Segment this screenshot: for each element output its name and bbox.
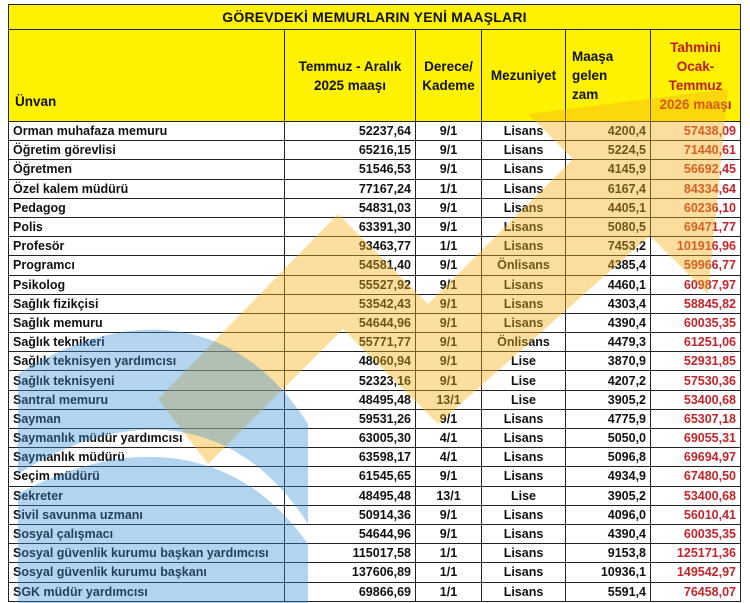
cell-unvan: Öğretmen [9, 160, 285, 179]
cell-derece: 4/1 [416, 429, 482, 448]
cell-maas: 63005,30 [285, 429, 416, 448]
cell-unvan: Sivil savunma uzmanı [9, 505, 285, 524]
table-row [9, 141, 741, 160]
cell-zam: 5096,8 [566, 448, 651, 467]
cell-tahmini: 52931,85 [651, 352, 741, 371]
cell-unvan: Sağlık fizikçisi [9, 294, 285, 313]
cell-maas: 63391,30 [285, 217, 416, 236]
cell-zam: 4200,4 [566, 122, 651, 141]
header-row [9, 30, 741, 122]
cell-tahmini: 101916,96 [651, 237, 741, 256]
cell-maas: 93463,77 [285, 237, 416, 256]
table-row [9, 333, 741, 352]
cell-derece: 9/1 [416, 160, 482, 179]
cell-zam: 4390,4 [566, 524, 651, 543]
cell-mezuniyet: Lisans [482, 179, 566, 198]
cell-tahmini: 125171,36 [651, 544, 741, 563]
cell-mezuniyet: Lisans [482, 429, 566, 448]
cell-derece: 9/1 [416, 409, 482, 428]
cell-tahmini: 53400,68 [651, 390, 741, 409]
cell-maas: 48495,48 [285, 390, 416, 409]
cell-mezuniyet: Önlisans [482, 333, 566, 352]
cell-tahmini: 84334,64 [651, 179, 741, 198]
header-unvan: Ünvan [9, 30, 285, 122]
cell-unvan: Özel kalem müdürü [9, 179, 285, 198]
cell-derece: 9/1 [416, 198, 482, 217]
cell-zam: 4479,3 [566, 333, 651, 352]
cell-maas: 54831,03 [285, 198, 416, 217]
cell-derece: 9/1 [416, 333, 482, 352]
cell-mezuniyet: Lise [482, 371, 566, 390]
cell-maas: 69866,69 [285, 582, 416, 601]
cell-zam: 5050,0 [566, 429, 651, 448]
table-row [9, 275, 741, 294]
cell-tahmini: 65307,18 [651, 409, 741, 428]
cell-derece: 9/1 [416, 313, 482, 332]
cell-maas: 50914,36 [285, 505, 416, 524]
cell-maas: 53542,43 [285, 294, 416, 313]
table-row [9, 486, 741, 505]
cell-maas: 115017,58 [285, 544, 416, 563]
cell-tahmini: 149542,97 [651, 563, 741, 582]
cell-tahmini: 60035,35 [651, 313, 741, 332]
cell-tahmini: 61251,06 [651, 333, 741, 352]
table-row [9, 198, 741, 217]
title-row [9, 5, 741, 30]
cell-tahmini: 56010,41 [651, 505, 741, 524]
cell-zam: 6167,4 [566, 179, 651, 198]
cell-zam: 5224,5 [566, 141, 651, 160]
cell-zam: 4775,9 [566, 409, 651, 428]
cell-mezuniyet: Lise [482, 486, 566, 505]
cell-unvan: Sayman [9, 409, 285, 428]
cell-unvan: Santral memuru [9, 390, 285, 409]
cell-maas: 54644,96 [285, 524, 416, 543]
cell-zam: 9153,8 [566, 544, 651, 563]
cell-derece: 13/1 [416, 390, 482, 409]
cell-tahmini: 76458,07 [651, 582, 741, 601]
cell-zam: 5591,4 [566, 582, 651, 601]
cell-mezuniyet: Önlisans [482, 256, 566, 275]
cell-unvan: Orman muhafaza memuru [9, 122, 285, 141]
cell-unvan: Saymanlık müdür yardımcısı [9, 429, 285, 448]
cell-unvan: Sosyal çalışmacı [9, 524, 285, 543]
cell-tahmini: 57438,09 [651, 122, 741, 141]
cell-derece: 9/1 [416, 256, 482, 275]
cell-maas: 63598,17 [285, 448, 416, 467]
cell-maas: 48060,94 [285, 352, 416, 371]
cell-zam: 3870,9 [566, 352, 651, 371]
cell-derece: 9/1 [416, 294, 482, 313]
table-row [9, 582, 741, 601]
cell-unvan: Psikolog [9, 275, 285, 294]
cell-mezuniyet: Lisans [482, 524, 566, 543]
table-row [9, 409, 741, 428]
cell-unvan: Sağlık teknisyen yardımcısı [9, 352, 285, 371]
cell-derece: 1/1 [416, 237, 482, 256]
table-row [9, 294, 741, 313]
header-zam: Maaşa gelen zam [566, 30, 651, 122]
salary-table [8, 4, 741, 602]
cell-zam: 5080,5 [566, 217, 651, 236]
table-row [9, 217, 741, 236]
table-row [9, 237, 741, 256]
cell-tahmini: 71440,61 [651, 141, 741, 160]
table-row [9, 563, 741, 582]
cell-derece: 1/1 [416, 544, 482, 563]
cell-unvan: Profesör [9, 237, 285, 256]
cell-zam: 4385,4 [566, 256, 651, 275]
table-row [9, 313, 741, 332]
cell-mezuniyet: Lisans [482, 448, 566, 467]
cell-zam: 4390,4 [566, 313, 651, 332]
cell-zam: 4145,9 [566, 160, 651, 179]
cell-zam: 3905,2 [566, 486, 651, 505]
cell-mezuniyet: Lise [482, 390, 566, 409]
cell-mezuniyet: Lise [482, 352, 566, 371]
cell-zam: 7453,2 [566, 237, 651, 256]
cell-mezuniyet: Lisans [482, 544, 566, 563]
cell-tahmini: 56692,45 [651, 160, 741, 179]
table-row [9, 160, 741, 179]
cell-derece: 9/1 [416, 275, 482, 294]
table-row [9, 122, 741, 141]
cell-derece: 9/1 [416, 352, 482, 371]
cell-tahmini: 60236,10 [651, 198, 741, 217]
cell-mezuniyet: Lisans [482, 275, 566, 294]
cell-mezuniyet: Lisans [482, 160, 566, 179]
cell-mezuniyet: Lisans [482, 141, 566, 160]
cell-mezuniyet: Lisans [482, 505, 566, 524]
table-row [9, 429, 741, 448]
cell-mezuniyet: Lisans [482, 122, 566, 141]
table-row [9, 505, 741, 524]
cell-maas: 77167,24 [285, 179, 416, 198]
cell-mezuniyet: Lisans [482, 294, 566, 313]
cell-maas: 59531,26 [285, 409, 416, 428]
table-row [9, 524, 741, 543]
cell-mezuniyet: Lisans [482, 313, 566, 332]
cell-derece: 9/1 [416, 505, 482, 524]
cell-tahmini: 69055,31 [651, 429, 741, 448]
cell-tahmini: 57530,36 [651, 371, 741, 390]
cell-unvan: Sağlık memuru [9, 313, 285, 332]
table-row [9, 390, 741, 409]
cell-unvan: Pedagog [9, 198, 285, 217]
cell-zam: 4460,1 [566, 275, 651, 294]
table-row [9, 371, 741, 390]
cell-unvan: Sosyal güvenlik kurumu başkanı [9, 563, 285, 582]
table-row [9, 448, 741, 467]
cell-maas: 55771,77 [285, 333, 416, 352]
cell-maas: 51546,53 [285, 160, 416, 179]
cell-unvan: Saymanlık müdürü [9, 448, 285, 467]
cell-derece: 4/1 [416, 448, 482, 467]
cell-derece: 9/1 [416, 217, 482, 236]
cell-zam: 4405,1 [566, 198, 651, 217]
header-temmuz: Temmuz - Aralık 2025 maaşı [285, 30, 416, 122]
salary-table-container [8, 4, 740, 602]
cell-tahmini: 60987,97 [651, 275, 741, 294]
cell-mezuniyet: Lisans [482, 217, 566, 236]
cell-derece: 9/1 [416, 371, 482, 390]
table-row [9, 179, 741, 198]
cell-zam: 4207,2 [566, 371, 651, 390]
cell-unvan: SGK müdür yardımcısı [9, 582, 285, 601]
cell-unvan: Programcı [9, 256, 285, 275]
cell-mezuniyet: Lisans [482, 198, 566, 217]
cell-derece: 9/1 [416, 467, 482, 486]
cell-tahmini: 58845,82 [651, 294, 741, 313]
cell-maas: 54644,96 [285, 313, 416, 332]
table-title: GÖREVDEKİ MEMURLARIN YENİ MAAŞLARI [9, 5, 741, 30]
cell-tahmini: 69694,97 [651, 448, 741, 467]
cell-maas: 65216,15 [285, 141, 416, 160]
cell-mezuniyet: Lisans [482, 467, 566, 486]
cell-maas: 48495,48 [285, 486, 416, 505]
cell-tahmini: 59966,77 [651, 256, 741, 275]
cell-mezuniyet: Lisans [482, 237, 566, 256]
cell-maas: 55527,92 [285, 275, 416, 294]
cell-derece: 1/1 [416, 179, 482, 198]
cell-zam: 10936,1 [566, 563, 651, 582]
cell-zam: 4096,0 [566, 505, 651, 524]
cell-derece: 1/1 [416, 563, 482, 582]
cell-derece: 9/1 [416, 524, 482, 543]
cell-unvan: Sağlık teknisyeni [9, 371, 285, 390]
cell-maas: 52323,16 [285, 371, 416, 390]
cell-tahmini: 53400,68 [651, 486, 741, 505]
cell-mezuniyet: Lisans [482, 409, 566, 428]
cell-tahmini: 67480,50 [651, 467, 741, 486]
cell-unvan: Sekreter [9, 486, 285, 505]
cell-unvan: Öğretim görevlisi [9, 141, 285, 160]
header-derece: Derece/ Kademe [416, 30, 482, 122]
table-row [9, 544, 741, 563]
cell-unvan: Polis [9, 217, 285, 236]
cell-maas: 52237,64 [285, 122, 416, 141]
cell-derece: 13/1 [416, 486, 482, 505]
table-row [9, 256, 741, 275]
cell-zam: 3905,2 [566, 390, 651, 409]
cell-derece: 9/1 [416, 122, 482, 141]
cell-tahmini: 60035,35 [651, 524, 741, 543]
cell-maas: 137606,89 [285, 563, 416, 582]
cell-tahmini: 69471,77 [651, 217, 741, 236]
cell-unvan: Seçim müdürü [9, 467, 285, 486]
cell-unvan: Sağlık teknikeri [9, 333, 285, 352]
header-tahmini: Tahmini Ocak- Temmuz 2026 maaşı [651, 30, 741, 122]
cell-zam: 4934,9 [566, 467, 651, 486]
cell-unvan: Sosyal güvenlik kurumu başkan yardımcısı [9, 544, 285, 563]
cell-derece: 1/1 [416, 582, 482, 601]
cell-maas: 61545,65 [285, 467, 416, 486]
cell-zam: 4303,4 [566, 294, 651, 313]
cell-maas: 54581,40 [285, 256, 416, 275]
cell-mezuniyet: Lisans [482, 563, 566, 582]
table-row [9, 352, 741, 371]
cell-derece: 9/1 [416, 141, 482, 160]
table-row [9, 467, 741, 486]
cell-mezuniyet: Lisans [482, 582, 566, 601]
header-mezuniyet: Mezuniyet [482, 30, 566, 122]
